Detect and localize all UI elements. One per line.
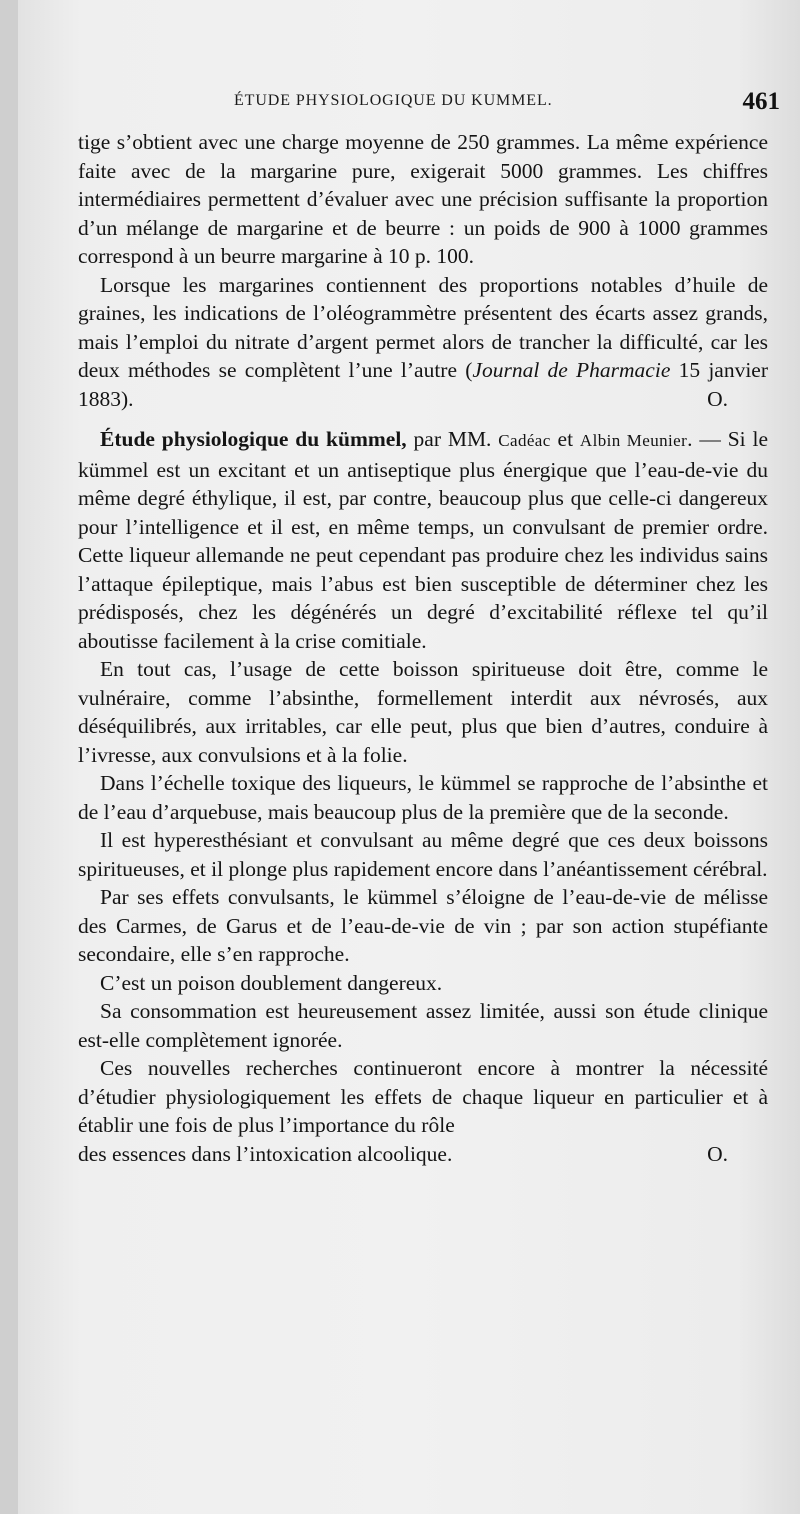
paragraph-2: [78, 271, 768, 414]
journal-name: Journal de Pharmacie: [472, 358, 671, 382]
paragraph-2-text: Lorsque les margarines contiennent des proportions notables d’huile de graines, les indications de l’oléogrammètre présentent des écarts assez grands, mais l’emploi du nitrate d’argent permet alors de trancher la difficulté, car les deux méthodes se complètent l’une l’autre (: [78, 272, 768, 382]
paragraph-4: En tout cas, l’usage de cette boisson spiritueuse doit être, comme le vulnéraire, comme l’absinthe, formellement interdit aux névrosés, aux déséquilibrés, aux irritables, car elle peut, plus que bien d’autres, conduire à l’ivresse, aux convulsions et à la folie.: [78, 657, 768, 767]
paragraph-10-last-line: [78, 1140, 768, 1169]
article-text: . — Si le kümmel est un excitant et un antiseptique plus énergique que l’eau-de-vie du même degré éthylique, il est, par contre, beaucoup plus que celle-ci dangereux pour l’intelligence et il est, en même temps, un convulsant de premier ordre. Cette liqueur allemande ne peut cependant pas produire chez les individus sains l’attaque épileptique, mais l’abus est bien susceptible de déterminer chez les prédisposés, chez les dégénérés un degré d’excitabilité réflexe tel qu’il aboutisse facilement à la crise comitiale.: [78, 427, 768, 653]
paragraph-1: tige s’obtient avec une charge moyenne de 250 grammes. La même expérience faite avec de la margarine pure, exigerait 5000 grammes. Les chiffres intermédiaires permettent d’évaluer avec une précision suffisante la proportion d’un mélange de margarine et de beurre : un poids de 900 à 1000 grammes correspond à un beurre margarine à 10 p. 100.: [78, 130, 768, 268]
signature-1: O.: [707, 386, 728, 411]
signature-2: O.: [707, 1141, 728, 1166]
article-title: Étude physiologique du kümmel,: [100, 427, 407, 451]
page-number: 461: [742, 88, 780, 115]
book-page: [18, 0, 800, 1514]
author-cadeac: Cadéac: [498, 431, 551, 450]
paragraph-9: Sa consommation est heureusement assez limitée, aussi son étude clinique est-elle complètement ignorée.: [78, 999, 768, 1052]
paragraph-10-text: Ces nouvelles recherches continueront encore à montrer la nécessité d’étudier physiologiquement les effets de chaque liqueur en particulier et à établir une fois de plus l’importance du rôle: [78, 1056, 768, 1137]
author-meunier: Albin Meunier: [579, 431, 688, 450]
page-body: [78, 128, 768, 1168]
paragraph-6: Il est hyperesthésiant et convulsant au même degré que ces deux boissons spiritueuses, et il plonge plus rapidement encore dans l’anéantissement cérébral.: [78, 828, 768, 881]
running-title: ÉTUDE PHYSIOLOGIQUE DU KUMMEL.: [234, 92, 553, 109]
page-header: [18, 88, 800, 122]
journal-date: 15 janvier 1883).: [78, 358, 769, 411]
paragraph-8: C’est un poison doublement dangereux.: [100, 970, 443, 995]
article-paragraph: [78, 425, 768, 655]
paragraph-5: Dans l’échelle toxique des liqueurs, le kümmel se rapproche de l’absinthe et de l’eau d’arquebuse, mais beaucoup plus de la première que de la seconde.: [78, 771, 768, 824]
paragraph-10: [78, 1054, 768, 1168]
author-and: et: [550, 427, 580, 451]
paragraph-10-end: des essences dans l’intoxication alcoolique.: [78, 1141, 453, 1166]
article-by: par MM.: [406, 427, 499, 451]
paragraph-7: Par ses effets convulsants, le kümmel s’éloigne de l’eau-de-vie de mélisse des Carmes, de Garus et de l’eau-de-vie de vin ; par son action stupéfiante secondaire, elle s’en rapproche.: [78, 885, 768, 966]
